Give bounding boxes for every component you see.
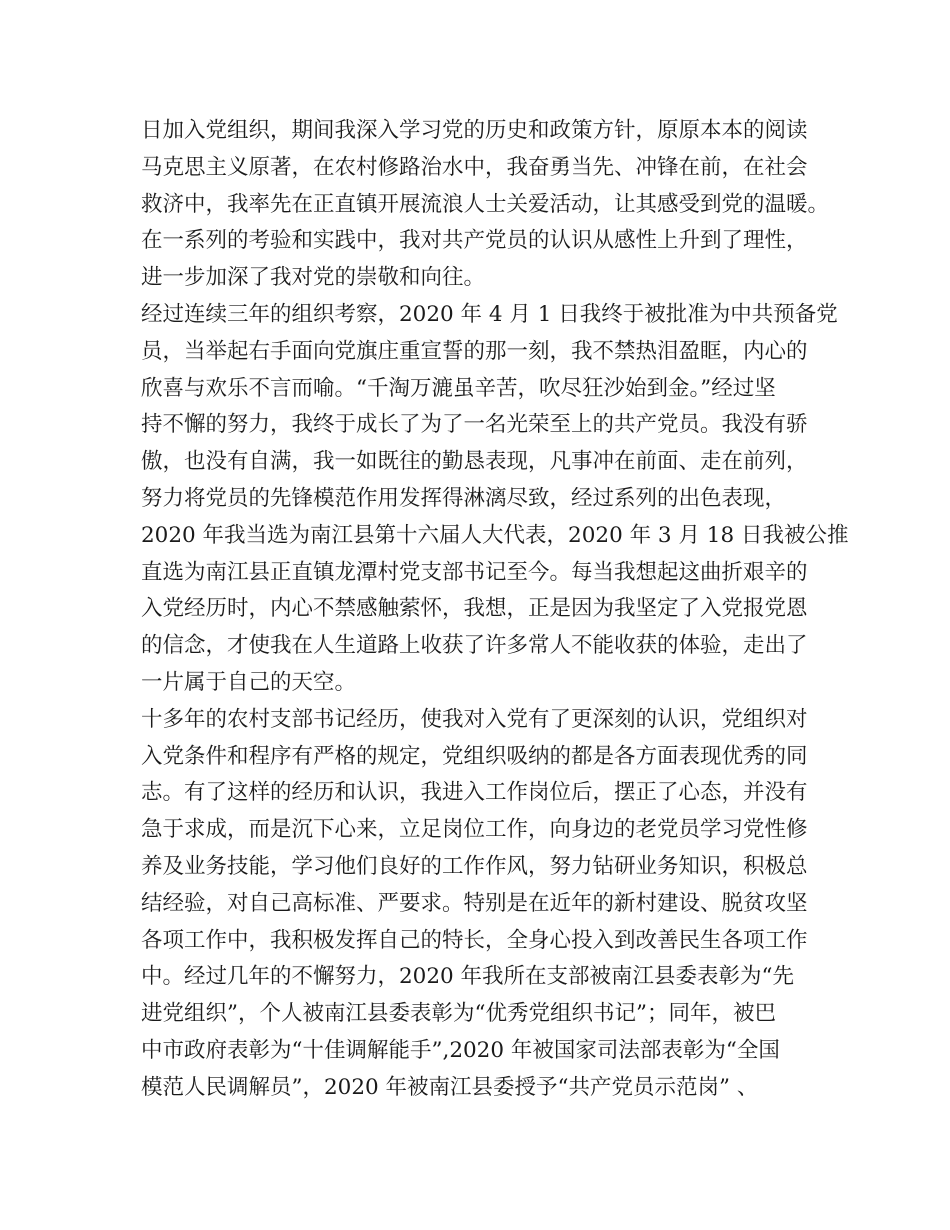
text-line: 中。经过几年的不懈努力，2020 年我所在支部被南江县委表彰为“先 <box>141 964 795 990</box>
text-line: 欣喜与欢乐不言而喻。“千淘万漉虽辛苦，吹尽狂沙始到金。”经过坚 <box>141 375 776 401</box>
text-line: 急于求成，而是沉下心来，立足岗位工作，向身边的老党员学习党性修 <box>141 817 808 843</box>
text-line: 努力将党员的先锋模范作用发挥得淋漓尽致，经过系列的出色表现， <box>141 485 787 511</box>
text-line: 结经验，对自己高标准、严要求。特别是在近年的新村建设、脱贫攻坚 <box>141 890 808 916</box>
text-line: 中市政府表彰为“十佳调解能手”,2020 年被国家司法部表彰为“全国 <box>141 1037 780 1063</box>
text-line: 十多年的农村支部书记经历，使我对入党有了更深刻的认识，党组织对 <box>141 706 808 732</box>
text-line: 模范人民调解员”，2020 年被南江县委授予“共产党员示范岗” 、 <box>141 1074 759 1100</box>
text-line: 救济中，我率先在正直镇开展流浪人士关爱活动，让其感受到党的温暖。 <box>141 191 830 217</box>
text-line: 的信念，才使我在人生道路上收获了许多常人不能收获的体验，走出了 <box>141 633 808 659</box>
text-line: 入党条件和程序有严格的规定，党组织吸纳的都是各方面表现优秀的同 <box>141 743 808 769</box>
document-body <box>141 113 849 1107</box>
text-line: 进一步加深了我对党的崇敬和向往。 <box>141 265 486 291</box>
text-line: 在一系列的考验和实践中，我对共产党员的认识从感性上升到了理性， <box>141 228 808 254</box>
text-line: 持不懈的努力，我终于成长了为了一名光荣至上的共产党员。我没有骄 <box>141 412 808 438</box>
text-line: 马克思主义原著，在农村修路治水中，我奋勇当先、冲锋在前，在社会 <box>141 154 808 180</box>
text-line: 2020 年我当选为南江县第十六届人大代表，2020 年 3 月 18 日我被公推 <box>141 522 849 548</box>
text-line: 傲，也没有自满，我一如既往的勤恳表现，凡事冲在前面、走在前列， <box>141 449 808 475</box>
text-line: 养及业务技能，学习他们良好的工作作风，努力钻研业务知识，积极总 <box>141 853 808 879</box>
text-line: 日加入党组织，期间我深入学习党的历史和政策方针，原原本本的阅读 <box>141 118 808 143</box>
text-line: 员，当举起右手面向党旗庄重宣誓的那一刻，我不禁热泪盈眶，内心的 <box>141 338 808 364</box>
text-line: 各项工作中，我积极发挥自己的特长，全身心投入到改善民生各项工作 <box>141 927 808 953</box>
text-line: 直选为南江县正直镇龙潭村党支部书记至今。每当我想起这曲折艰辛的 <box>141 559 808 585</box>
text-line: 进党组织”，个人被南江县委表彰为“优秀党组织书记”；同年，被巴 <box>141 1001 776 1027</box>
text-line: 志。有了这样的经历和认识，我进入工作岗位后，摆正了心态，并没有 <box>141 780 808 806</box>
text-line: 一片属于自己的天空。 <box>141 669 357 695</box>
text-line: 经过连续三年的组织考察，2020 年 4 月 1 日我终于被批准为中共预备党 <box>141 301 838 327</box>
text-line: 入党经历时，内心不禁感触萦怀，我想，正是因为我坚定了入党报党恩 <box>141 596 808 622</box>
